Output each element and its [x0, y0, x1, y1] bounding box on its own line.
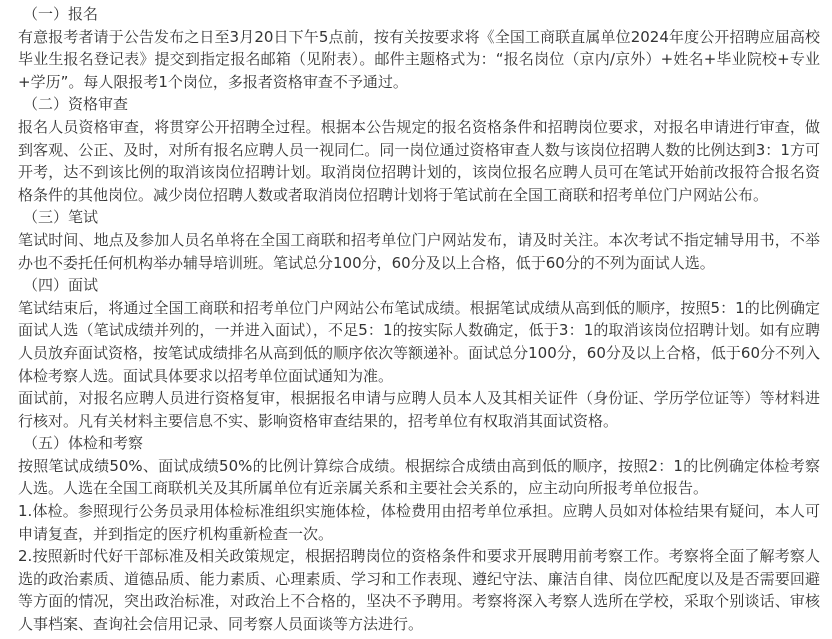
section-heading-qualification-review: （二）资格审查 [23, 95, 129, 114]
interview-review-paragraph: 面试前，对报名应聘人员进行资格复审，根据报名申请与应聘人员本人及其相关证件（身份证、学历学位证等）等材料进行核对。凡有关材料主要信息不实、影响资格审查结果的，招考单位有权取消其面试资格。 [18, 389, 820, 430]
section-heading-interview: （四）面试 [23, 276, 99, 295]
section-heading-registration: （一）报名 [23, 5, 99, 23]
section-heading-physical-exam-and-assessment: （五）体检和考察 [23, 434, 144, 453]
written-exam-paragraph: 笔试时间、地点及参加人员名单将在全国工商联和招考单位门户网站发布，请及时关注。本次考试不指定辅导用书，不举办也不委托任何机构举办辅导培训班。笔试总分100分，60分及以上合格，低于60分的不列为面试人选。 [18, 230, 820, 272]
assessment-paragraph: 2.按照新时代好干部标准及相关政策规定，根据招聘岗位的资格条件和要求开展聘用前考察工作。考察将全面了解考察人选的政治素质、道德品质、能力素质、心理素质、学习和工作表现、遵纪守法、廉洁自律、岗位匹配度以及是否需要回避等方面的情况，突出政治标准，对政治上不合格的，坚决不予聘用。考察将深入考察人选所在学校，采取个别谈话、审核人事档案、查询社会信用记录、同考察人员面谈等方法进行。 [18, 547, 820, 634]
registration-paragraph: 有意报考者请于公告发布之日至3月20日下午5点前，按有关按要求将《全国工商联直属单位2024年度公开招聘应届高校毕业生报名登记表》提交到指定报名邮箱（见附表）。邮件主题格式为：“报名岗位（京内/京外）+姓名+毕业院校+专业+学历”。每人限报考1个岗位，多报者资格审查不予通过。 [18, 27, 820, 91]
qualification-review-paragraph: 报名人员资格审查，将贯穿公开招聘全过程。根据本公告规定的报名资格条件和招聘岗位要求，对报名申请进行审查，做到客观、公正、及时，对所有报名应聘人员一视同仁。同一岗位通过资格审查人数与该岗位招聘人数的比例达到3：1方可开考，达不到该比例的取消该岗位招聘计划。取消岗位招聘计划的，该岗位报名应聘人员可在笔试开始前改报符合报名资格条件的其他岗位。减少岗位招聘人数或者取消岗位招聘计划将于笔试前在全国工商联和招考单位门户网站公布。 [18, 117, 820, 204]
interview-paragraph: 笔试结束后，将通过全国工商联和招考单位门户网站公布笔试成绩。根据笔试成绩从高到低的顺序，按照5：1的比例确定面试人选（笔试成绩并列的，一并进入面试），不足5：1的按实际人数确定，低于3：1的取消该岗位招聘计划。如有应聘人员放弃面试资格，按笔试成绩排名从高到低的顺序依次等额递补。面试总分100分，60分及以上合格，低于60分不列入体检考察人选。面试具体要求以招考单位面试通知为准。 [18, 298, 820, 385]
physical-exam-paragraph: 1.体检。参照现行公务员录用体检标准组织实施体检，体检费用由招考单位承担。应聘人员如对体检结果有疑问，本人可申请复查，并到指定的医疗机构重新检查一次。 [18, 502, 820, 543]
assessment-intro-paragraph: 按照笔试成绩50%、面试成绩50%的比例计算综合成绩。根据综合成绩由高到低的顺序，按照2：1的比例确定体检考察人选。人选在全国工商联机关及其所属单位有近亲属关系和主要社会关系的，应主动向所报考单位报告。 [18, 456, 820, 498]
section-heading-written-exam: （三）笔试 [23, 208, 99, 227]
